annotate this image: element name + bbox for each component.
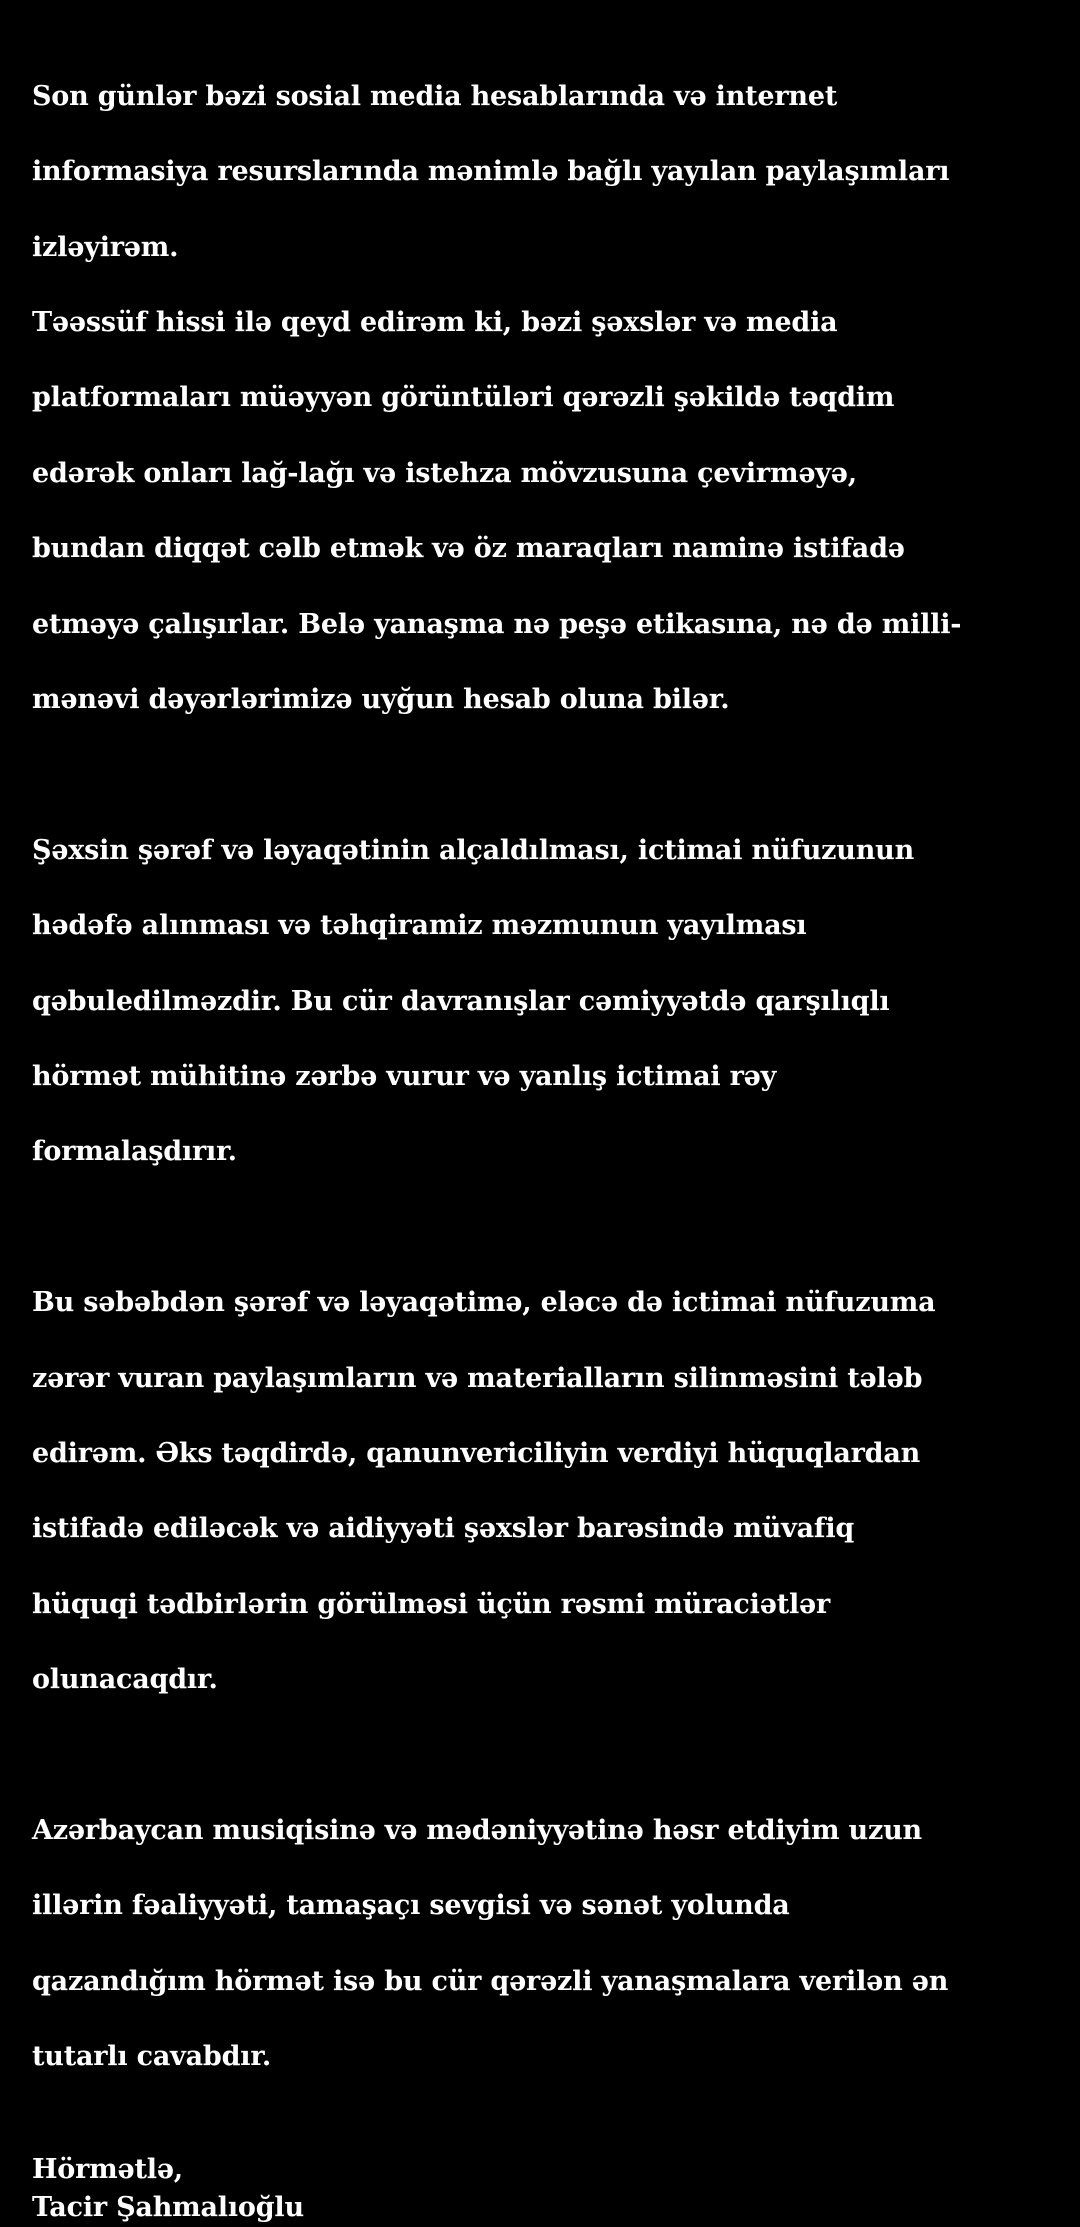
paragraph-demand	[32, 1246, 1062, 1736]
text-line: hədəfə alınması və təhqiramiz məzmunun yayılması	[32, 910, 807, 942]
author-name: Tacir Şahmalıoğlu	[32, 2192, 304, 2224]
text-line: istifadə ediləcək və aidiyyəti şəxslər barəsində müvafiq	[32, 1513, 855, 1545]
text-line: informasiya resurslarında mənimlə bağlı yayılan paylaşımları	[32, 156, 950, 188]
text-line: zərər vuran paylaşımların və materialların silinməsini tələb	[32, 1362, 923, 1394]
text-line: hüquqi tədbirlərin görülməsi üçün rəsmi müraciətlər	[32, 1588, 831, 1620]
text-line: Bu səbəbdən şərəf və ləyaqətimə, eləcə də ictimai nüfuzuma	[32, 1287, 936, 1319]
paragraph-dignity	[32, 794, 1062, 1209]
closing-salutation: Hörmətlə,	[32, 2154, 183, 2186]
text-line: izləyirəm.	[32, 231, 179, 263]
text-line: Təəssüf hissi ilə qeyd edirəm ki, bəzi şəxslər və media	[32, 306, 838, 338]
signature-block	[32, 2151, 1062, 2226]
text-line: Şəxsin şərəf və ləyaqətinin alçaldılması, ictimai nüfuzunun	[32, 834, 915, 866]
statement-text	[32, 40, 1062, 2227]
text-line: edərək onları lağ-lağı və istehza mövzusuna çevirməyə,	[32, 457, 857, 489]
text-line: olunacaqdır.	[32, 1664, 218, 1696]
text-line: etməyə çalışırlar. Belə yanaşma nə peşə etikasına, nə də milli-	[32, 608, 962, 640]
paragraph-intro	[32, 40, 1062, 756]
text-line: Son günlər bəzi sosial media hesablarında və internet	[32, 80, 838, 112]
text-line: formalaşdırır.	[32, 1136, 237, 1168]
text-line: qəbuledilməzdir. Bu cür davranışlar cəmiyyətdə qarşılıqlı	[32, 985, 890, 1017]
paragraph-closing	[32, 1774, 1062, 2113]
text-line: mənəvi dəyərlərimizə uyğun hesab oluna bilər.	[32, 683, 730, 715]
text-line: illərin fəaliyyəti, tamaşaçı sevgisi və sənət yolunda	[32, 1890, 790, 1922]
text-line: hörmət mühitinə zərbə vurur və yanlış ictimai rəy	[32, 1060, 777, 1092]
text-line: edirəm. Əks təqdirdə, qanunvericiliyin verdiyi hüquqlardan	[32, 1437, 921, 1469]
text-line: tutarlı cavabdır.	[32, 2041, 272, 2073]
text-line: Azərbaycan musiqisinə və mədəniyyətinə həsr etdiyim uzun	[32, 1815, 922, 1846]
text-line: platformaları müəyyən görüntüləri qərəzli şəkildə təqdim	[32, 382, 895, 414]
text-line: qazandığım hörmət isə bu cür qərəzli yanaşmalara verilən ən	[32, 1965, 949, 1997]
text-line: bundan diqqət cəlb etmək və öz maraqları naminə istifadə	[32, 533, 905, 565]
